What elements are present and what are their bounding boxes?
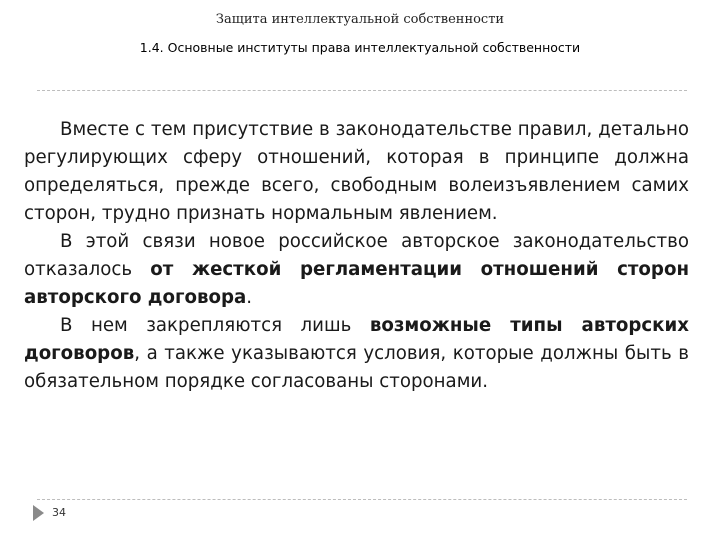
top-divider: [37, 90, 687, 91]
bottom-divider: [37, 499, 687, 500]
paragraph-1: [24, 116, 689, 228]
paragraph-2: [24, 228, 689, 312]
paragraph-3-text-a: В нем закрепляются лишь: [60, 315, 370, 336]
paragraph-3: [24, 312, 689, 396]
paragraph-2-text-b: .: [246, 287, 253, 308]
paragraph-3-text-b: , а также указываются условия, которые должны быть в обязательном порядке согласованы сторонами.: [24, 343, 689, 392]
paragraph-1-text: Вместе с тем присутствие в законодательстве правил, детально регулирующих сферу отношений, которая в принципе должна определяться, прежде всего, свободным волеизъявлением самих сторон, трудно признать нормальным явлением.: [24, 119, 689, 224]
header-title: Защита интеллектуальной собственности: [215, 12, 505, 27]
paragraph-2-text-a: В этой связи новое российское авторское законодательство отказалось: [24, 231, 689, 280]
triangle-right-icon: [33, 505, 44, 521]
header-subtitle: 1.4. Основные институты права интеллектуальной собственности: [139, 40, 581, 55]
page-number: 34: [52, 506, 66, 519]
paragraph-2-emphasis: от жесткой регламентации отношений сторон авторского договора: [24, 259, 690, 308]
slide-body: [24, 116, 689, 396]
paragraph-3-emphasis: возможные типы авторских договоров: [24, 315, 689, 364]
